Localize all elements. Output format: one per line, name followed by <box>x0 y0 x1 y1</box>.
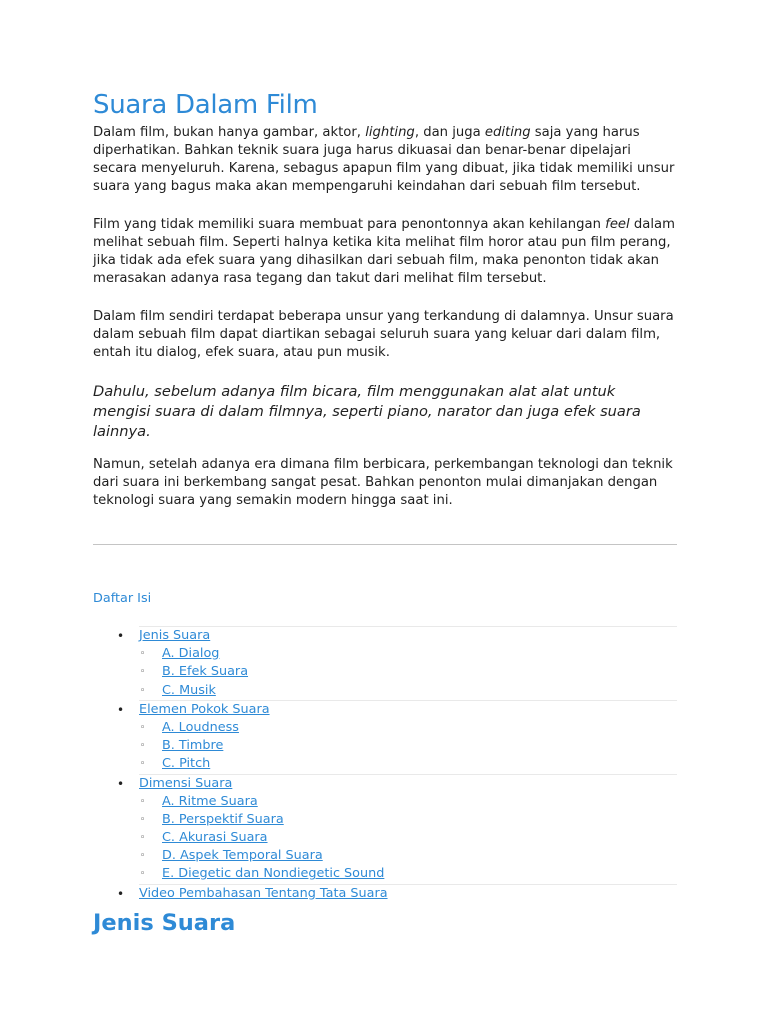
toc-subrow <box>140 663 677 681</box>
section-heading: Jenis Suara <box>93 909 236 936</box>
toc-subrow <box>140 865 677 883</box>
paragraph-text: saja yang harus diperhatikan. Bahkan teknik suara juga harus dikuasai dan benar-benar dipelajari secara menyeluruh. Karena, sebagus apapun film yang dibuat, jika tidak memiliki unsur suara yang bagus maka akan mempengaruhi keindahan dari sebuah film tersebut. <box>93 125 675 194</box>
toc-subrow <box>140 755 677 773</box>
paragraph-feel <box>93 216 677 288</box>
toc-title: Daftar Isi <box>93 591 152 606</box>
toc-subrow <box>140 811 677 829</box>
toc-subrow <box>140 682 677 700</box>
quote-paragraph: Dahulu, sebelum adanya film bicara, film menggunakan alat alat untuk mengisi suara di dalam filmnya, seperti piano, narator dan juga efek suara lainnya. <box>93 383 641 440</box>
toc-sublink-a-loudness[interactable]: A. Loudness <box>162 719 239 735</box>
paragraph-intro <box>93 124 677 196</box>
table-of-contents <box>93 626 677 903</box>
toc-sublink-e-diegetic-dan-nondiegetic-sound[interactable]: E. Diegetic dan Nondiegetic Sound <box>162 866 385 882</box>
toc-sublink-a-ritme-suara[interactable]: A. Ritme Suara <box>162 793 258 809</box>
toc-row <box>117 700 677 719</box>
emphasis-feel: feel <box>605 217 630 232</box>
bullet-icon: • <box>117 886 125 901</box>
toc-link-video-pembahasan-tentang-tata-suara[interactable]: Video Pembahasan Tentang Tata Suara <box>139 885 388 901</box>
toc-sublink-d-aspek-temporal-suara[interactable]: D. Aspek Temporal Suara <box>162 848 323 864</box>
sub-bullet-icon: ◦ <box>140 796 146 807</box>
toc-row <box>117 774 677 793</box>
toc-link-elemen-pokok-suara[interactable]: Elemen Pokok Suara <box>139 701 270 717</box>
toc-sublink-a-dialog[interactable]: A. Dialog <box>162 646 220 662</box>
toc-sublink-c-musik[interactable]: C. Musik <box>162 682 216 698</box>
toc-sublink-c-pitch[interactable]: C. Pitch <box>162 756 211 772</box>
toc-subrow <box>140 737 677 755</box>
toc-link-jenis-suara[interactable]: Jenis Suara <box>139 628 211 643</box>
sub-bullet-icon: ◦ <box>140 833 146 844</box>
toc-item-jenis-suara <box>93 626 677 700</box>
sub-bullet-icon: ◦ <box>140 667 146 678</box>
paragraph-text: Dalam film, bukan hanya gambar, aktor, <box>93 125 366 140</box>
sub-bullet-icon: ◦ <box>140 851 146 862</box>
toc-sublink-b-perspektif-suara[interactable]: B. Perspektif Suara <box>162 811 284 827</box>
article-content <box>93 86 677 939</box>
toc-link-dimensi-suara[interactable]: Dimensi Suara <box>139 775 233 791</box>
toc-item-dimensi-suara <box>93 774 677 884</box>
bullet-icon: • <box>117 776 125 791</box>
toc-subrow <box>140 645 677 663</box>
paragraph-text: Film yang tidak memiliki suara membuat para penontonnya akan kehilangan <box>93 217 606 232</box>
toc-row <box>117 626 677 645</box>
sub-bullet-icon: ◦ <box>140 722 146 733</box>
sub-bullet-icon: ◦ <box>140 741 146 752</box>
paragraph-text: dalam melihat sebuah film. Seperti halnya ketika kita melihat film horor atau pun film perang, jika tidak ada efek suara yang dihasilkan dari sebuah film, maka penonton tidak akan merasakan adanya rasa tegang dan takut dari melihat film tersebut. <box>93 217 675 286</box>
toc-subrow <box>140 719 677 737</box>
sub-bullet-icon: ◦ <box>140 869 146 880</box>
toc-sublink-b-timbre[interactable]: B. Timbre <box>162 738 224 754</box>
sub-bullet-icon: ◦ <box>140 685 146 696</box>
paragraph-era: Namun, setelah adanya era dimana film berbicara, perkembangan teknologi dan teknik dari suara ini berkembang sangat pesat. Bahkan penonton mulai dimanjakan dengan teknologi suara yang semakin modern hingga saat ini. <box>93 457 673 508</box>
bullet-icon: • <box>117 629 125 643</box>
toc-row <box>117 884 677 903</box>
sub-bullet-icon: ◦ <box>140 649 146 660</box>
emphasis-lighting: lighting <box>365 125 415 140</box>
toc-subrow <box>140 847 677 865</box>
toc-subrow <box>140 829 677 847</box>
article-title: Suara Dalam Film <box>93 90 318 120</box>
sub-bullet-icon: ◦ <box>140 759 146 770</box>
toc-subrow <box>140 793 677 811</box>
toc-sublink-c-akurasi-suara[interactable]: C. Akurasi Suara <box>162 830 268 846</box>
toc-sublink-b-efek-suara[interactable]: B. Efek Suara <box>162 664 249 680</box>
section-divider <box>93 544 677 545</box>
sub-bullet-icon: ◦ <box>140 814 146 825</box>
toc-item-elemen-pokok-suara <box>93 700 677 774</box>
bullet-icon: • <box>117 702 125 717</box>
emphasis-editing: editing <box>484 125 531 140</box>
paragraph-unsur: Dalam film sendiri terdapat beberapa unsur yang terkandung di dalamnya. Unsur suara dalam sebuah film dapat diartikan sebagai seluruh suara yang keluar dari dalam film, entah itu dialog, efek suara, atau pun musik. <box>93 309 674 360</box>
toc-item-video-pembahasan-tentang-tata-suara <box>93 884 677 903</box>
paragraph-text: , dan juga <box>414 125 485 140</box>
